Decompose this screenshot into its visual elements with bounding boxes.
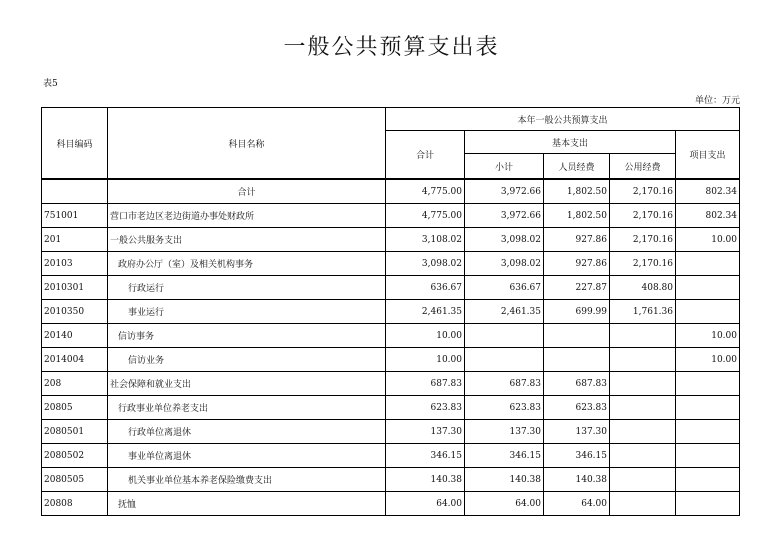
- cell-public: 2,170.16: [610, 179, 676, 204]
- cell-subtotal: 623.83: [465, 396, 544, 420]
- cell-code: 2010301: [42, 276, 108, 300]
- cell-subtotal: 687.83: [465, 372, 544, 396]
- cell-public: [610, 324, 676, 348]
- cell-project: [676, 492, 740, 516]
- unit-label: 单位：万元: [694, 96, 740, 106]
- cell-project: 10.00: [676, 324, 740, 348]
- cell-subtotal: 3,972.66: [465, 179, 544, 204]
- cell-personnel: 927.86: [544, 252, 610, 276]
- cell-total: 346.15: [386, 444, 465, 468]
- cell-total: 623.83: [386, 396, 465, 420]
- table-row: [42, 444, 740, 468]
- cell-project: [676, 276, 740, 300]
- cell-public: 1,761.36: [610, 300, 676, 324]
- header-project: 项目支出: [676, 131, 740, 180]
- cell-total: 4,775.00: [386, 179, 465, 204]
- cell-project: [676, 300, 740, 324]
- table-row: [42, 276, 740, 300]
- cell-code: 2080501: [42, 420, 108, 444]
- cell-project: [676, 372, 740, 396]
- cell-project: [676, 420, 740, 444]
- cell-public: [610, 468, 676, 492]
- cell-name: 信访业务: [108, 348, 386, 372]
- cell-personnel: [544, 348, 610, 372]
- cell-total: 3,098.02: [386, 252, 465, 276]
- table-row: [42, 372, 740, 396]
- cell-subtotal: 3,098.02: [465, 252, 544, 276]
- cell-total: 140.38: [386, 468, 465, 492]
- budget-table: [41, 107, 740, 516]
- cell-public: [610, 396, 676, 420]
- cell-public: [610, 492, 676, 516]
- cell-subtotal: [465, 324, 544, 348]
- cell-total: 4,775.00: [386, 204, 465, 228]
- table-row: [42, 324, 740, 348]
- cell-personnel: 64.00: [544, 492, 610, 516]
- cell-personnel: 699.99: [544, 300, 610, 324]
- header-code: 科目编码: [42, 108, 108, 180]
- cell-total: 636.67: [386, 276, 465, 300]
- cell-name: 合计: [108, 179, 386, 204]
- cell-code: 201: [42, 228, 108, 252]
- cell-name: 一般公共服务支出: [108, 228, 386, 252]
- cell-code: 2080505: [42, 468, 108, 492]
- cell-code: 751001: [42, 204, 108, 228]
- cell-project: 802.34: [676, 204, 740, 228]
- page-title: 一般公共预算支出表: [283, 35, 500, 60]
- cell-code: 20808: [42, 492, 108, 516]
- cell-name: 事业运行: [108, 300, 386, 324]
- cell-name: 社会保障和就业支出: [108, 372, 386, 396]
- cell-name: 机关事业单位基本养老保险缴费支出: [108, 468, 386, 492]
- cell-name: 行政单位离退休: [108, 420, 386, 444]
- header-personnel: 人员经费: [544, 154, 610, 180]
- cell-personnel: 927.86: [544, 228, 610, 252]
- cell-public: [610, 348, 676, 372]
- cell-total: 2,461.35: [386, 300, 465, 324]
- header-total: 合计: [386, 131, 465, 180]
- cell-subtotal: 137.30: [465, 420, 544, 444]
- cell-subtotal: 140.38: [465, 468, 544, 492]
- table-row: [42, 420, 740, 444]
- cell-code: [42, 179, 108, 204]
- cell-project: [676, 468, 740, 492]
- table-row: [42, 252, 740, 276]
- header-public: 公用经费: [610, 154, 676, 180]
- table-row: [42, 348, 740, 372]
- cell-public: 2,170.16: [610, 204, 676, 228]
- cell-code: 2080502: [42, 444, 108, 468]
- cell-code: 20805: [42, 396, 108, 420]
- cell-public: [610, 372, 676, 396]
- table-body: [42, 179, 740, 516]
- table-row: [42, 228, 740, 252]
- table-row: [42, 396, 740, 420]
- cell-total: 137.30: [386, 420, 465, 444]
- table-row: [42, 179, 740, 204]
- cell-project: [676, 444, 740, 468]
- cell-total: 10.00: [386, 348, 465, 372]
- cell-personnel: 1,802.50: [544, 204, 610, 228]
- cell-code: 20103: [42, 252, 108, 276]
- header-group: 本年一般公共预算支出: [386, 108, 740, 131]
- cell-subtotal: 636.67: [465, 276, 544, 300]
- cell-personnel: 140.38: [544, 468, 610, 492]
- cell-project: 10.00: [676, 228, 740, 252]
- header-basic: 基本支出: [465, 131, 676, 154]
- cell-subtotal: 3,098.02: [465, 228, 544, 252]
- cell-name: 事业单位离退休: [108, 444, 386, 468]
- table-row: [42, 468, 740, 492]
- cell-personnel: [544, 324, 610, 348]
- cell-project: [676, 396, 740, 420]
- cell-total: 687.83: [386, 372, 465, 396]
- cell-public: [610, 444, 676, 468]
- cell-public: 2,170.16: [610, 252, 676, 276]
- cell-personnel: 346.15: [544, 444, 610, 468]
- cell-subtotal: [465, 348, 544, 372]
- cell-project: 10.00: [676, 348, 740, 372]
- table-row: [42, 492, 740, 516]
- cell-personnel: 1,802.50: [544, 179, 610, 204]
- cell-subtotal: 346.15: [465, 444, 544, 468]
- cell-public: [610, 420, 676, 444]
- cell-total: 64.00: [386, 492, 465, 516]
- cell-public: 408.80: [610, 276, 676, 300]
- cell-code: 20140: [42, 324, 108, 348]
- cell-personnel: 137.30: [544, 420, 610, 444]
- cell-name: 政府办公厅（室）及相关机构事务: [108, 252, 386, 276]
- cell-total: 10.00: [386, 324, 465, 348]
- cell-code: 208: [42, 372, 108, 396]
- cell-name: 信访事务: [108, 324, 386, 348]
- table-number: 表5: [43, 79, 58, 89]
- cell-public: 2,170.16: [610, 228, 676, 252]
- cell-subtotal: 64.00: [465, 492, 544, 516]
- cell-code: 2010350: [42, 300, 108, 324]
- cell-personnel: 687.83: [544, 372, 610, 396]
- cell-personnel: 623.83: [544, 396, 610, 420]
- cell-code: 2014004: [42, 348, 108, 372]
- header-subtotal: 小计: [465, 154, 544, 180]
- cell-name: 营口市老边区老边街道办事处财政所: [108, 204, 386, 228]
- cell-subtotal: 2,461.35: [465, 300, 544, 324]
- table-row: [42, 300, 740, 324]
- table-row: [42, 204, 740, 228]
- cell-personnel: 227.87: [544, 276, 610, 300]
- cell-name: 抚恤: [108, 492, 386, 516]
- cell-name: 行政事业单位养老支出: [108, 396, 386, 420]
- header-name: 科目名称: [108, 108, 386, 180]
- cell-project: 802.34: [676, 179, 740, 204]
- cell-project: [676, 252, 740, 276]
- cell-subtotal: 3,972.66: [465, 204, 544, 228]
- cell-name: 行政运行: [108, 276, 386, 300]
- cell-total: 3,108.02: [386, 228, 465, 252]
